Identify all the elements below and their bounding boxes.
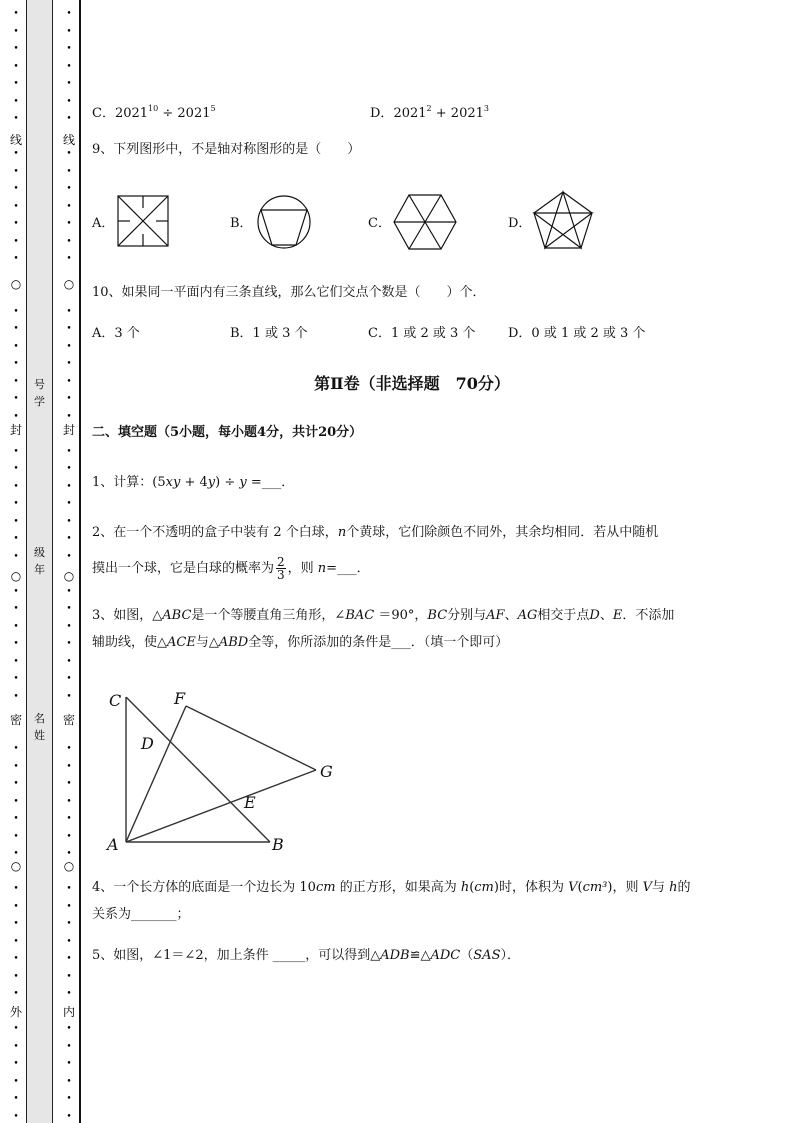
binding-dot: • — [66, 656, 72, 667]
binding-dot: • — [13, 394, 19, 404]
binding-dot: • — [66, 1094, 72, 1104]
binding-dot: • — [13, 236, 19, 247]
q10-option-a: A．3 个 — [92, 326, 140, 341]
binding-dot: • — [66, 26, 72, 37]
binding-dot: • — [66, 359, 72, 369]
binding-dot: • — [66, 884, 72, 894]
binding-dot: • — [13, 61, 19, 72]
segment-cb — [126, 697, 270, 842]
outer-mark: 密 — [9, 713, 22, 727]
square-pinwheel-icon — [116, 194, 170, 248]
binding-dot: • — [66, 516, 72, 527]
binding-dot: • — [13, 831, 19, 842]
binding-dot: • — [66, 901, 72, 912]
binding-dot: • — [13, 306, 19, 317]
binding-dot: • — [66, 534, 72, 544]
binding-dot: • — [13, 114, 19, 124]
binding-dot: • — [13, 954, 19, 964]
binding-dot: • — [13, 639, 19, 649]
pentagon-star-icon — [532, 190, 594, 252]
binding-dot: • — [66, 779, 72, 789]
binding-dot: • — [66, 1111, 72, 1122]
probability-fraction: $\frac{2}{3}$ — [277, 555, 285, 582]
binding-dot: • — [13, 166, 19, 177]
binding-dot: • — [66, 1076, 72, 1087]
q9-option-a-label: A． — [92, 216, 115, 231]
fill-q5: 5、如图，∠1＝∠2，加上条件 _____，可以得到△ADB≌△ADC（SAS）． — [92, 948, 520, 963]
q9-option-d-label: D． — [508, 216, 532, 231]
label-e: E — [244, 793, 256, 812]
section-2-title: 第Ⅱ卷（非选择题 70分） — [314, 374, 510, 393]
fill-q1: 1、计算：(5xy + 4y) ÷ y =___． — [92, 475, 295, 490]
binding-dot: • — [13, 971, 19, 982]
binding-dot: • — [66, 621, 72, 632]
binding-dot: • — [66, 394, 72, 404]
q8-option-d: D．$2021^2 + 2021^3$ — [370, 104, 489, 121]
label-c: C — [109, 691, 122, 710]
binding-dot: • — [66, 744, 72, 754]
binding-dot: • — [66, 1059, 72, 1069]
binding-dot: • — [66, 61, 72, 72]
binding-dot: • — [13, 44, 19, 54]
q9-option-b-label: B． — [230, 216, 253, 231]
binding-dot: • — [66, 44, 72, 54]
binding-dot: • — [13, 656, 19, 667]
binding-dot: • — [13, 219, 19, 229]
binding-dot: • — [13, 814, 19, 824]
q8-options — [92, 99, 712, 119]
binding-dot: • — [13, 1111, 19, 1122]
binding-dot: • — [66, 149, 72, 159]
binding-dot: • — [66, 674, 72, 684]
binding-dot: • — [13, 534, 19, 544]
binding-dot: • — [13, 744, 19, 754]
outer-mark: 封 — [9, 423, 22, 437]
binding-dot: • — [13, 254, 19, 264]
binding-dot: • — [13, 919, 19, 929]
binding-dot: • — [66, 551, 72, 562]
circle-inscribed-trapezoid-icon — [256, 194, 312, 250]
binding-dot: • — [66, 936, 72, 947]
grade-label: 级 年 — [34, 546, 45, 576]
fill-q2-line2: 摸出一个球，它是白球的概率为 $\frac{2}{3}$ ，则 n=___． — [92, 555, 370, 582]
fill-in-heading: 二、填空题（5小题，每小题4分，共计20分） — [92, 425, 363, 440]
binding-dot: • — [66, 9, 72, 19]
q9-stem: 9、下列图形中，不是轴对称图形的是（ ） — [92, 142, 361, 157]
inner-mark: ○ — [61, 569, 77, 583]
binding-dot: • — [66, 919, 72, 929]
binding-dot: • — [13, 586, 19, 597]
binding-dot: • — [66, 114, 72, 124]
q10-option-b: B．1 或 3 个 — [230, 326, 308, 341]
binding-dot: • — [66, 219, 72, 229]
binding-dot: • — [66, 79, 72, 89]
binding-dot: • — [13, 464, 19, 474]
binding-dot: • — [66, 691, 72, 702]
binding-dot: • — [13, 1094, 19, 1104]
binding-dot: • — [13, 989, 19, 999]
binding-dot: • — [66, 376, 72, 387]
outer-mark: ○ — [8, 859, 24, 873]
binding-dot: • — [66, 761, 72, 772]
outer-dotted-binding-line — [10, 0, 22, 1123]
inner-mark: 线 — [62, 133, 75, 147]
inner-mark: 内 — [62, 1005, 75, 1019]
binding-dot: • — [66, 306, 72, 317]
q10-option-c: C．1 或 2 或 3 个 — [368, 326, 476, 341]
binding-dot: • — [13, 621, 19, 632]
binding-dot: • — [66, 831, 72, 842]
binding-dot: • — [66, 1041, 72, 1052]
binding-dot: • — [66, 639, 72, 649]
binding-dot: • — [66, 796, 72, 807]
fill-q3-line2: 辅助线，使△ACE与△ABD全等，你所添加的条件是___．（填一个即可） — [92, 635, 509, 650]
binding-dot: • — [66, 954, 72, 964]
binding-dot: • — [66, 411, 72, 422]
binding-dot: • — [13, 691, 19, 702]
binding-dot: • — [13, 149, 19, 159]
q10-stem: 10、如果同一平面内有三条直线，那么它们交点个数是（ ）个． — [92, 285, 486, 300]
binding-dot: • — [13, 604, 19, 614]
binding-dot: • — [13, 796, 19, 807]
q9-option-c-label: C． — [368, 216, 391, 231]
binding-dot: • — [13, 516, 19, 527]
margin-rule — [79, 0, 81, 1123]
binding-dot: • — [13, 1076, 19, 1087]
binding-dot: • — [13, 184, 19, 194]
binding-dot: • — [13, 341, 19, 352]
binding-dot: • — [66, 971, 72, 982]
binding-dot: • — [66, 446, 72, 457]
binding-dot: • — [13, 1059, 19, 1069]
binding-dot: • — [13, 499, 19, 509]
segment-fg — [186, 706, 316, 770]
binding-dot: • — [13, 884, 19, 894]
binding-dot: • — [13, 674, 19, 684]
binding-dot: • — [13, 1041, 19, 1052]
inner-dotted-binding-line — [63, 0, 75, 1123]
binding-dot: • — [13, 26, 19, 37]
binding-dot: • — [66, 989, 72, 999]
binding-dot: • — [66, 481, 72, 492]
binding-dot: • — [66, 236, 72, 247]
binding-dot: • — [66, 96, 72, 107]
inner-mark: 封 — [62, 423, 75, 437]
binding-dot: • — [66, 341, 72, 352]
inner-mark: ○ — [61, 859, 77, 873]
binding-dot: • — [13, 779, 19, 789]
binding-dot: • — [13, 849, 19, 859]
fill-q2-line1: 2、在一个不透明的盒子中装有 2 个白球，n个黄球，它们除颜色不同外，其余均相同．若从中随机 — [92, 525, 659, 540]
fill-q4-line1: 4、一个长方体的底面是一个边长为 10cm 的正方形，如果高为 h(cm)时，体积为 V(cm³)，则 V与 h的 — [92, 880, 691, 895]
binding-dot: • — [66, 464, 72, 474]
binding-dot: • — [13, 936, 19, 947]
binding-dot: • — [66, 184, 72, 194]
segment-ag — [126, 770, 316, 842]
outer-mark: 外 — [9, 1005, 22, 1019]
triangle-geometry-figure — [98, 684, 348, 856]
binding-dot: • — [13, 551, 19, 562]
binding-dot: • — [13, 9, 19, 19]
outer-mark: ○ — [8, 569, 24, 583]
binding-dot: • — [13, 96, 19, 107]
binding-dot: • — [13, 79, 19, 89]
inner-mark: ○ — [61, 277, 77, 291]
q8-option-c: C．$2021^{10} \div 2021^5$ — [92, 104, 216, 121]
hexagon-diagonals-icon — [392, 192, 458, 252]
label-b: B — [272, 835, 284, 854]
binding-dot: • — [66, 166, 72, 177]
binding-dot: • — [66, 324, 72, 334]
outer-mark: 线 — [9, 133, 22, 147]
binding-dot: • — [66, 201, 72, 212]
binding-dot: • — [13, 411, 19, 422]
label-g: G — [320, 762, 333, 781]
binding-dot: • — [13, 1024, 19, 1034]
binding-dot: • — [66, 499, 72, 509]
name-label: 名 姓 — [34, 712, 45, 742]
binding-dot: • — [13, 376, 19, 387]
binding-dot: • — [66, 1024, 72, 1034]
binding-dot: • — [13, 359, 19, 369]
binding-dot: • — [13, 761, 19, 772]
binding-dot: • — [66, 849, 72, 859]
binding-dot: • — [66, 814, 72, 824]
label-a: A — [107, 835, 119, 854]
fill-q4-line2: 关系为_______； — [92, 907, 190, 922]
binding-dot: • — [13, 324, 19, 334]
binding-dot: • — [66, 604, 72, 614]
fill-q3-line1: 3、如图，△ABC是一个等腰直角三角形，∠BAC ＝90°，BC分别与AF、AG相交于点D、E．不添加 — [92, 608, 675, 623]
q10-options — [92, 324, 712, 344]
binding-dot: • — [13, 481, 19, 492]
student-number-label: 号 学 — [34, 378, 45, 408]
inner-mark: 密 — [62, 713, 75, 727]
q10-option-d: D．0 或 1 或 2 或 3 个 — [508, 326, 646, 341]
label-f: F — [174, 689, 186, 708]
binding-dot: • — [13, 201, 19, 212]
label-d: D — [141, 734, 154, 753]
binding-dot: • — [13, 446, 19, 457]
outer-mark: ○ — [8, 277, 24, 291]
binding-dot: • — [13, 901, 19, 912]
binding-dot: • — [66, 254, 72, 264]
binding-dot: • — [66, 586, 72, 597]
